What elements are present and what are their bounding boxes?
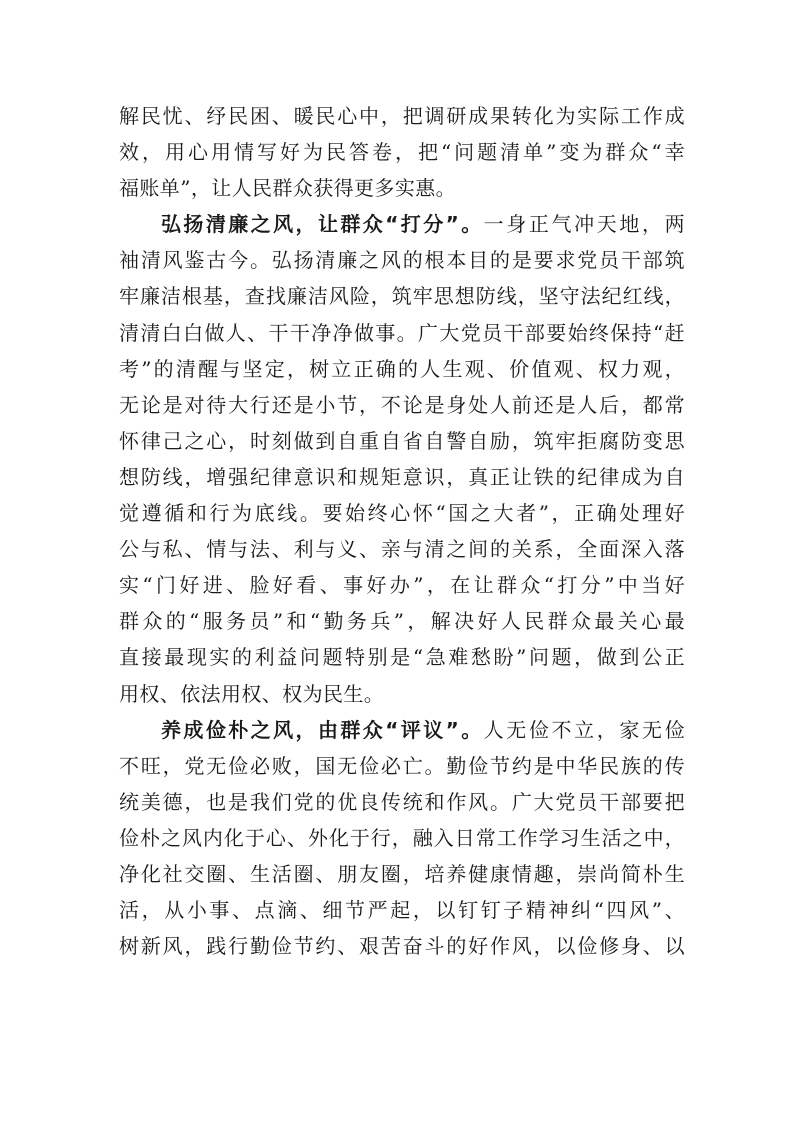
- paragraph-line: 效，用心用情写好为民答卷，把“问题清单”变为群众“幸: [119, 140, 685, 165]
- paragraph-1: [119, 98, 685, 206]
- paragraph-line: 净化社交圈、生活圈、朋友圈，培养健康情趣，崇尚简朴生: [119, 861, 685, 886]
- paragraph-line: 用权、依法用权、权为民生。: [119, 681, 385, 706]
- paragraph-3: [119, 712, 685, 965]
- paragraph-first-line-text: 一身正气冲天地，两: [483, 212, 685, 237]
- paragraph-first-line: [119, 206, 685, 242]
- paragraph-line: 直接最现实的利益问题特别是“急难愁盼”问题，做到公正: [119, 645, 685, 670]
- paragraph-line: 群众的“服务员”和“勤务兵”，解决好人民群众最关心最: [119, 609, 685, 634]
- paragraph-line: 公与私、情与法、利与义、亲与清之间的关系，全面深入落: [119, 537, 685, 562]
- paragraph-line: 袖清风鉴古今。弘扬清廉之风的根本目的是要求党员干部筑: [119, 248, 685, 273]
- paragraph-line: 活，从小事、点滴、细节严起，以钉钉子精神纠“四风”、: [119, 898, 685, 923]
- paragraph-line: 无论是对待大行还是小节，不论是身处人前还是人后，都常: [119, 392, 685, 417]
- paragraph-line: 牢廉洁根基，查找廉洁风险，筑牢思想防线，坚守法纪红线，: [119, 284, 685, 309]
- paragraph-line: 怀律己之心，时刻做到自重自省自警自励，筑牢拒腐防变思: [119, 428, 685, 453]
- paragraph-2: [119, 206, 685, 711]
- paragraph-line: 觉遵循和行为底线。要始终心怀“国之大者”，正确处理好: [119, 501, 685, 526]
- section-heading-clean-style: 弘扬清廉之风，让群众“打分”。: [161, 212, 484, 237]
- paragraph-line: 不旺，党无俭必败，国无俭必亡。勤俭节约是中华民族的传: [119, 753, 685, 778]
- paragraph-line: 想防线，增强纪律意识和规矩意识，真正让铁的纪律成为自: [119, 464, 685, 489]
- paragraph-line: 树新风，践行勤俭节约、艰苦奋斗的好作风，以俭修身、以: [119, 934, 685, 959]
- paragraph-first-line: [119, 712, 685, 748]
- paragraph-line: 考”的清醒与坚定，树立正确的人生观、价值观、权力观，: [119, 356, 685, 381]
- document-body: [119, 98, 685, 964]
- paragraph-first-line-text: 人无俭不立，家无俭: [483, 717, 685, 742]
- paragraph-line: 解民忧、纾民困、暖民心中，把调研成果转化为实际工作成: [119, 104, 685, 128]
- paragraph-line: 俭朴之风内化于心、外化于行，融入日常工作学习生活之中，: [119, 825, 685, 850]
- paragraph-line: 实“门好进、脸好看、事好办”，在让群众“打分”中当好: [119, 573, 685, 598]
- paragraph-line: 清清白白做人、干干净净做事。广大党员干部要始终保持“赶: [119, 320, 685, 345]
- paragraph-line: 统美德，也是我们党的优良传统和作风。广大党员干部要把: [119, 789, 685, 814]
- paragraph-line: 福账单”，让人民群众获得更多实惠。: [119, 176, 457, 201]
- section-heading-frugal-style: 养成俭朴之风，由群众“评议”。: [161, 717, 484, 742]
